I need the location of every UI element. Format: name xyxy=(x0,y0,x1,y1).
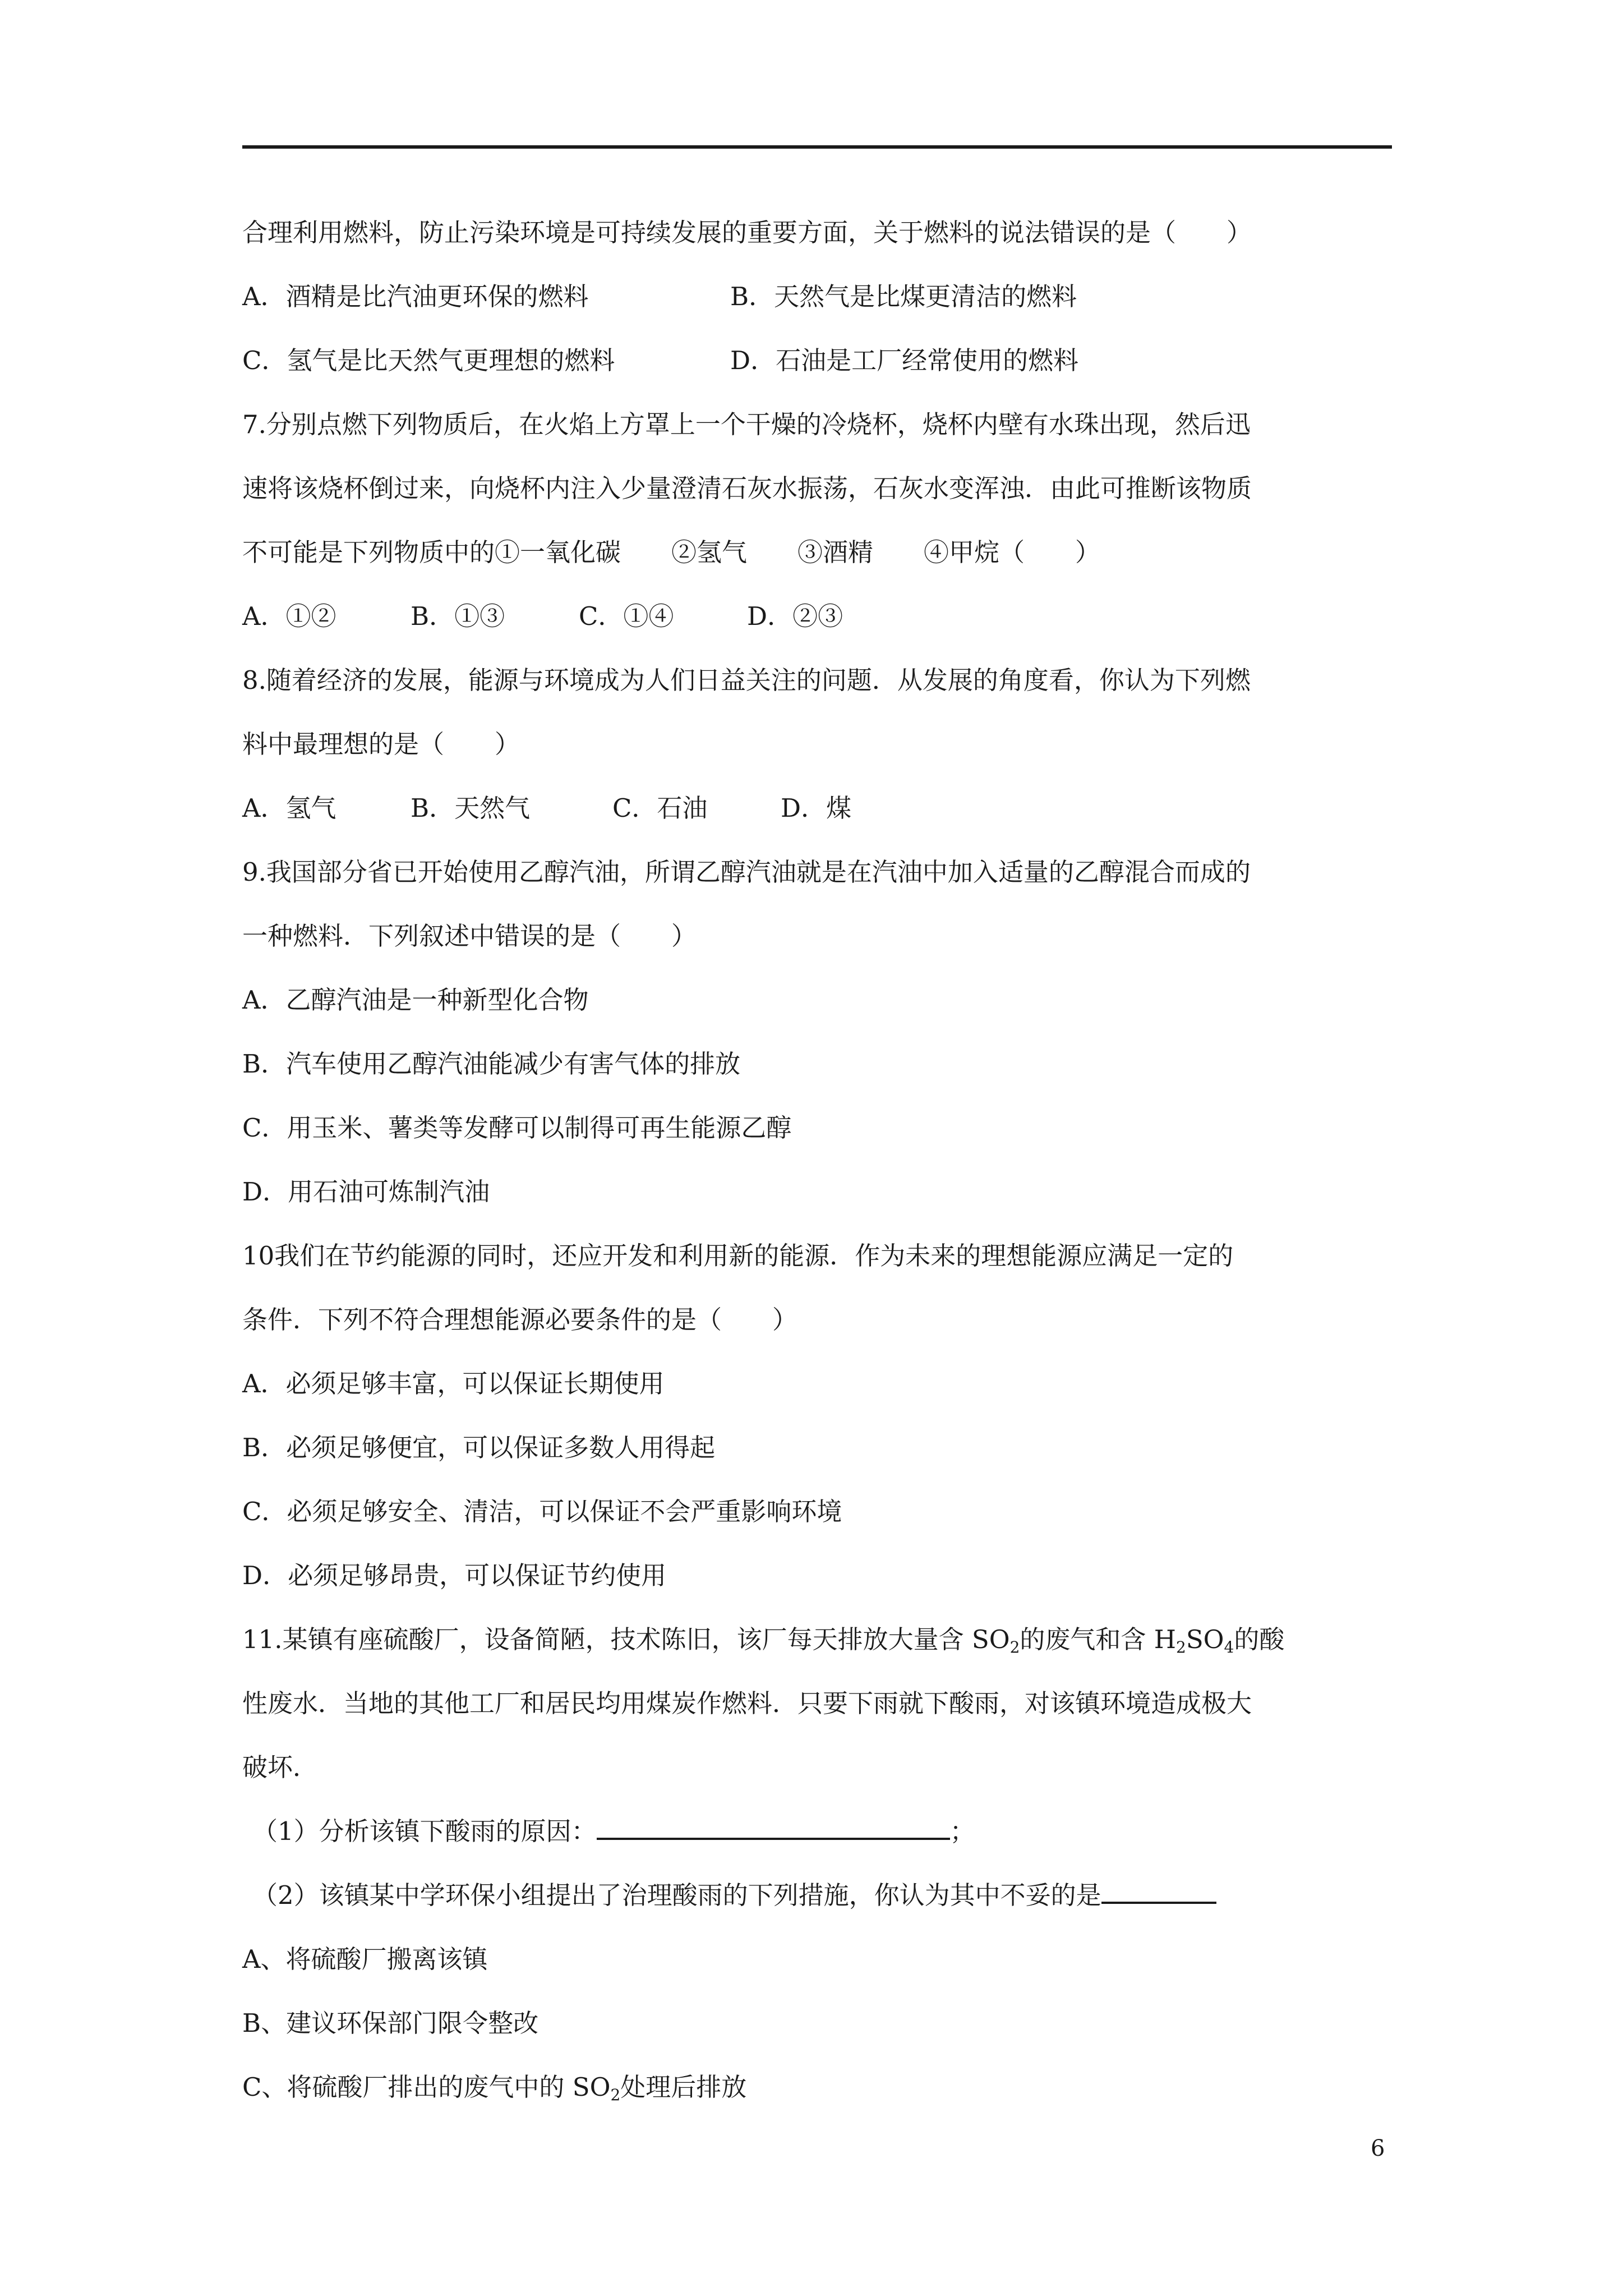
q9-option-a: A．乙醇汽油是一种新型化合物 xyxy=(242,985,589,1015)
q8-options-row xyxy=(242,776,1398,840)
header-rule xyxy=(242,145,1392,149)
q10-option-a: A．必须足够丰富，可以保证长期使用 xyxy=(242,1369,665,1398)
q11-sub2-label: （2）该镇某中学环保小组提出了治理酸雨的下列措施，你认为其中不妥的是 xyxy=(252,1880,1101,1910)
q11-option-c-sub: 2 xyxy=(610,2086,621,2104)
q11-line1-part-d: 的酸 xyxy=(1234,1625,1285,1654)
page-content xyxy=(242,201,1398,2119)
q10-option-b: B．必须足够便宜，可以保证多数人用得起 xyxy=(242,1433,716,1462)
q8-stem-line-1: 8.随着经济的发展，能源与环境成为人们日益关注的问题．从发展的角度看，你认为下列燃 xyxy=(242,665,1251,695)
q9-stem-line-1: 9.我国部分省已开始使用乙醇汽油，所谓乙醇汽油就是在汽油中加入适量的乙醇混合而成的 xyxy=(242,857,1251,887)
q11-subquestion-1 xyxy=(242,1800,1398,1864)
q10-option-d: D．必须足够昂贵，可以保证节约使用 xyxy=(242,1561,667,1590)
q11-option-c-part-b: 处理后排放 xyxy=(620,2072,747,2102)
q10-stem-line-1: 10我们在节约能源的同时，还应开发和利用新的能源．作为未来的理想能源应满足一定的 xyxy=(242,1241,1234,1271)
q7-option-b: B．①③ xyxy=(411,601,505,631)
q6-option-c: C．氢气是比天然气更理想的燃料 xyxy=(242,346,615,375)
q6-stem: 合理利用燃料，防止污染环境是可持续发展的重要方面，关于燃料的说法错误的是（ ） xyxy=(242,218,1252,247)
q11-subquestion-2 xyxy=(242,1864,1398,1927)
q8-option-a: A．氢气 xyxy=(242,793,336,823)
q6-option-d: D．石油是工厂经常使用的燃料 xyxy=(730,346,1079,375)
q10-stem-line-2: 条件．下列不符合理想能源必要条件的是（ ） xyxy=(242,1305,798,1335)
q6-option-a: A．酒精是比汽油更环保的燃料 xyxy=(242,282,589,311)
q6-options-row-1 xyxy=(242,265,1398,329)
q11-line1-part-c: SO xyxy=(1186,1625,1224,1654)
q7-stem-line-1: 7.分别点燃下列物质后，在火焰上方罩上一个干燥的冷烧杯，烧杯内壁有水珠出现，然后迅 xyxy=(242,409,1251,439)
q10-option-c: C．必须足够安全、清洁，可以保证不会严重影响环境 xyxy=(242,1497,842,1526)
q9-stem-line-2: 一种燃料．下列叙述中错误的是（ ） xyxy=(242,921,697,951)
q9-option-b: B．汽车使用乙醇汽油能减少有害气体的排放 xyxy=(242,1049,741,1079)
q11-sub1-answer-blank[interactable] xyxy=(597,1815,950,1840)
q11-option-b: B、建议环保部门限令整改 xyxy=(242,2008,539,2038)
q7-option-c: C．①④ xyxy=(579,601,674,631)
q7-stem-line-3: 不可能是下列物质中的①一氧化碳 ②氢气 ③酒精 ④甲烷（ ） xyxy=(242,537,1101,567)
q11-option-a: A、将硫酸厂搬离该镇 xyxy=(242,1944,488,1974)
q11-stem-line-3: 破坏． xyxy=(242,1752,319,1782)
q8-option-c: C．石油 xyxy=(612,793,708,823)
q11-line1-sub-3: 4 xyxy=(1224,1638,1234,1657)
q7-option-a: A．①② xyxy=(242,601,336,631)
q7-stem-line-2: 速将该烧杯倒过来，向烧杯内注入少量澄清石灰水振荡，石灰水变浑浊．由此可推断该物质 xyxy=(242,473,1252,503)
q8-option-b: B．天然气 xyxy=(411,793,531,823)
q8-option-d: D．煤 xyxy=(781,793,852,823)
q11-line1-part-b: 的废气和含 H xyxy=(1020,1625,1176,1654)
q11-stem-line-2: 性废水．当地的其他工厂和居民均用煤炭作燃料．只要下雨就下酸雨，对该镇环境造成极大 xyxy=(242,1688,1252,1718)
q9-option-d: D．用石油可炼制汽油 xyxy=(242,1177,490,1207)
page-number: 6 xyxy=(1371,2136,1385,2161)
q7-option-d: D．②③ xyxy=(747,601,843,631)
q8-stem-line-2: 料中最理想的是（ ） xyxy=(242,729,520,759)
q6-options-row-2 xyxy=(242,329,1398,393)
q11-option-c-part-a: C、将硫酸厂排出的废气中的 SO xyxy=(242,2072,611,2102)
q11-option-c xyxy=(242,2055,1398,2119)
q11-line1-sub-2: 2 xyxy=(1175,1638,1186,1657)
q11-line1-sub-1: 2 xyxy=(1009,1638,1020,1657)
q11-sub1-tail: ； xyxy=(949,1816,975,1846)
q11-sub1-label: （1）分析该镇下酸雨的原因： xyxy=(252,1816,597,1846)
q11-sub2-answer-blank[interactable] xyxy=(1101,1879,1216,1904)
q9-option-c: C．用玉米、薯类等发酵可以制得可再生能源乙醇 xyxy=(242,1113,792,1143)
q11-stem-line-1 xyxy=(242,1608,1398,1672)
q7-options-row xyxy=(242,585,1398,648)
q6-option-b: B．天然气是比煤更清洁的燃料 xyxy=(730,282,1077,311)
q11-line1-part-a: 11.某镇有座硫酸厂，设备简陋，技术陈旧，该厂每天排放大量含 SO xyxy=(242,1625,1010,1654)
